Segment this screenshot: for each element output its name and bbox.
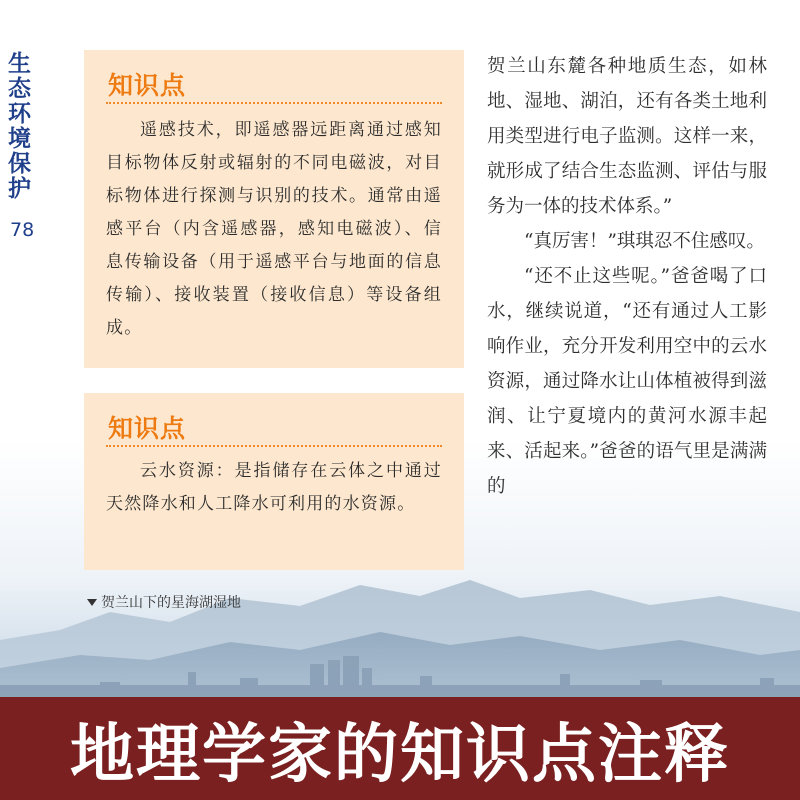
banner-title: 地理学家的知识点注释	[70, 717, 730, 792]
body-text-column	[487, 49, 767, 504]
photo-caption	[87, 592, 241, 612]
caption-pointer-icon	[87, 599, 97, 606]
running-head-char: 生	[8, 51, 31, 77]
body-paragraph: “真厉害！”琪琪忍不住感叹。	[524, 231, 765, 252]
running-head-char: 环	[8, 101, 31, 127]
dotted-divider	[106, 102, 442, 104]
body-paragraph: 贺兰山东麓各种地质生态，如林地、湿地、湖泊，还有各类土地利用类型进行电子监测。这样一来，就形成了结合生态监测、评估与服务为一体的技术体系。”	[487, 56, 767, 217]
bottom-banner	[0, 697, 800, 800]
page-number: 78	[10, 219, 35, 241]
running-head-char: 境	[8, 126, 31, 152]
knowledge-box-title: 知识点	[108, 71, 187, 100]
running-head-section	[8, 52, 42, 202]
knowledge-box-text: 云水资源：是指储存在云体之中通过天然降水和人工降水可利用的水资源。	[106, 461, 442, 514]
running-head-char: 保	[8, 151, 31, 177]
knowledge-box-text: 遥感技术，即遥感器远距离通过感知目标物体反射或辐射的不同电磁波，对目标物体进行探测与识别的技术。通常由遥感平台（内含遥感器，感知电磁波）、信息传输设备（用于遥感平台与地面的信息传输）、接收装置（接收信息）等设备组成。	[106, 120, 442, 338]
dotted-divider	[106, 445, 442, 447]
knowledge-box-cloud-water	[84, 393, 464, 570]
photo-caption-text: 贺兰山下的星海湖湿地	[101, 595, 241, 611]
body-paragraph: “还不止这些呢。”爸爸喝了口水，继续说道，“还有通过人工影响作业，充分开发利用空中的云水资源，通过降水让山体植被得到滋润、让宁夏境内的黄河水源丰起来、活起来。”爸爸的语气里是满满的	[487, 266, 767, 497]
running-head-char: 态	[8, 76, 31, 102]
running-head-char: 护	[8, 176, 31, 202]
knowledge-box-title: 知识点	[108, 414, 187, 443]
knowledge-box-remote-sensing	[84, 50, 464, 368]
